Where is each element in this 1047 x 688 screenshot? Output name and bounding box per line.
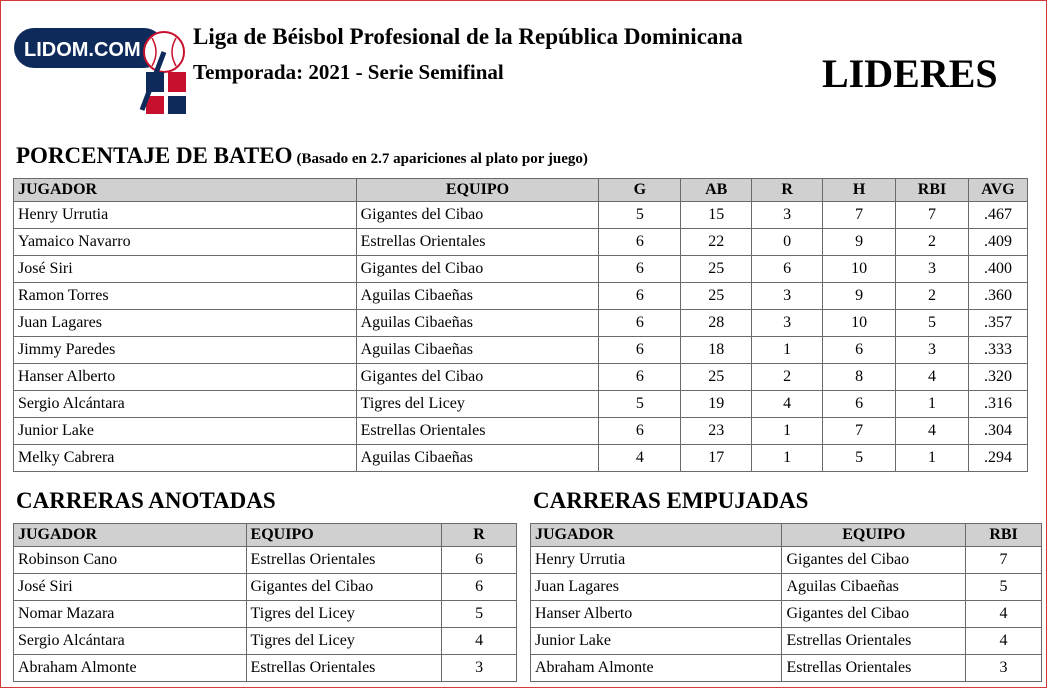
table-cell: 3 <box>966 655 1042 682</box>
table-row <box>531 547 1042 574</box>
table-cell: .400 <box>968 256 1027 283</box>
column-header: R <box>442 524 517 547</box>
table-cell: 19 <box>681 391 752 418</box>
table-cell: Hanser Alberto <box>14 364 357 391</box>
table-cell: 7 <box>896 202 969 229</box>
table-cell: 25 <box>681 364 752 391</box>
table-cell: 4 <box>752 391 823 418</box>
table-cell: 4 <box>599 445 681 472</box>
table-cell: 6 <box>599 283 681 310</box>
table-cell: 6 <box>823 391 896 418</box>
column-header: AVG <box>968 179 1027 202</box>
table-cell: Robinson Cano <box>14 547 247 574</box>
table-cell: 6 <box>442 547 517 574</box>
table-cell: 6 <box>599 310 681 337</box>
table-cell: .316 <box>968 391 1027 418</box>
table-cell: Gigantes del Cibao <box>356 202 599 229</box>
column-header: AB <box>681 179 752 202</box>
table-cell: José Siri <box>14 574 247 601</box>
rbi-section-title: CARRERAS EMPUJADAS <box>533 488 809 513</box>
page-title: LIDERES <box>822 51 998 96</box>
table-cell: 0 <box>752 229 823 256</box>
table-row <box>14 337 1028 364</box>
table-cell: Juan Lagares <box>14 310 357 337</box>
table-cell: Tigres del Licey <box>246 601 442 628</box>
batting-table <box>13 178 1028 472</box>
table-cell: 1 <box>752 445 823 472</box>
table-cell: 17 <box>681 445 752 472</box>
table-cell: Hanser Alberto <box>531 601 782 628</box>
table-cell: Jimmy Paredes <box>14 337 357 364</box>
table-cell: .409 <box>968 229 1027 256</box>
table-row <box>14 391 1028 418</box>
column-header: EQUIPO <box>782 524 966 547</box>
table-cell: 2 <box>896 229 969 256</box>
table-header <box>531 524 1042 547</box>
table-cell: 5 <box>442 601 517 628</box>
table-cell: 6 <box>442 574 517 601</box>
table-cell: 7 <box>823 202 896 229</box>
table-cell: Henry Urrutia <box>14 202 357 229</box>
table-row <box>14 229 1028 256</box>
table-cell: 5 <box>599 202 681 229</box>
table-cell: Aguilas Cibaeñas <box>356 445 599 472</box>
table-row <box>14 418 1028 445</box>
table-cell: Aguilas Cibaeñas <box>782 574 966 601</box>
table-cell: .360 <box>968 283 1027 310</box>
table-cell: 6 <box>599 229 681 256</box>
table-cell: Yamaico Navarro <box>14 229 357 256</box>
table-cell: 3 <box>896 337 969 364</box>
table-cell: 7 <box>823 418 896 445</box>
table-cell: 1 <box>896 391 969 418</box>
table-cell: 3 <box>896 256 969 283</box>
table-cell: Abraham Almonte <box>531 655 782 682</box>
table-cell: 6 <box>823 337 896 364</box>
table-row <box>14 202 1028 229</box>
table-cell: 10 <box>823 310 896 337</box>
table-row <box>14 364 1028 391</box>
table-cell: Henry Urrutia <box>531 547 782 574</box>
table-cell: 4 <box>442 628 517 655</box>
table-header <box>14 179 1028 202</box>
table-cell: 28 <box>681 310 752 337</box>
table-row <box>14 283 1028 310</box>
table-cell: Melky Cabrera <box>14 445 357 472</box>
table-cell: Gigantes del Cibao <box>782 601 966 628</box>
table-cell: Junior Lake <box>531 628 782 655</box>
table-cell: 4 <box>966 601 1042 628</box>
table-row <box>531 628 1042 655</box>
table-row <box>14 574 517 601</box>
league-title: Liga de Béisbol Profesional de la República Dominicana <box>193 24 743 49</box>
table-cell: .357 <box>968 310 1027 337</box>
table-cell: 2 <box>752 364 823 391</box>
table-cell: Nomar Mazara <box>14 601 247 628</box>
table-cell: 5 <box>896 310 969 337</box>
table-cell: 23 <box>681 418 752 445</box>
table-cell: 4 <box>896 418 969 445</box>
table-cell: 10 <box>823 256 896 283</box>
runs-table <box>13 523 517 682</box>
table-row <box>531 601 1042 628</box>
table-cell: Aguilas Cibaeñas <box>356 337 599 364</box>
table-cell: 1 <box>752 418 823 445</box>
table-cell: 9 <box>823 283 896 310</box>
table-cell: 15 <box>681 202 752 229</box>
table-cell: .467 <box>968 202 1027 229</box>
table-cell: Gigantes del Cibao <box>356 364 599 391</box>
table-cell: 6 <box>599 256 681 283</box>
table-cell: 25 <box>681 256 752 283</box>
svg-text:LIDOM.COM: LIDOM.COM <box>24 39 141 61</box>
table-cell: Juan Lagares <box>531 574 782 601</box>
table-cell: 4 <box>966 628 1042 655</box>
table-cell: Ramon Torres <box>14 283 357 310</box>
table-cell: Gigantes del Cibao <box>782 547 966 574</box>
batting-section-title: PORCENTAJE DE BATEO (Basado en 2.7 apariciones al plato por juego) <box>16 143 588 168</box>
lidom-logo <box>14 22 190 114</box>
column-header: H <box>823 179 896 202</box>
table-cell: 22 <box>681 229 752 256</box>
table-cell: 6 <box>599 337 681 364</box>
table-cell: 5 <box>966 574 1042 601</box>
table-row <box>14 601 517 628</box>
column-header: JUGADOR <box>14 524 247 547</box>
table-cell: Tigres del Licey <box>356 391 599 418</box>
table-cell: .294 <box>968 445 1027 472</box>
table-cell: Estrellas Orientales <box>356 418 599 445</box>
table-cell: Tigres del Licey <box>246 628 442 655</box>
column-header: EQUIPO <box>356 179 599 202</box>
table-row <box>14 445 1028 472</box>
table-cell: 1 <box>752 337 823 364</box>
column-header: JUGADOR <box>14 179 357 202</box>
table-cell: 5 <box>599 391 681 418</box>
column-header: RBI <box>896 179 969 202</box>
table-cell: 3 <box>442 655 517 682</box>
table-cell: 8 <box>823 364 896 391</box>
table-cell: Gigantes del Cibao <box>246 574 442 601</box>
table-cell: 3 <box>752 202 823 229</box>
table-row <box>14 547 517 574</box>
column-header: EQUIPO <box>246 524 442 547</box>
season-title: Temporada: 2021 - Serie Semifinal <box>193 60 504 84</box>
table-cell: 6 <box>599 418 681 445</box>
table-header <box>14 524 517 547</box>
table-cell: 7 <box>966 547 1042 574</box>
table-cell: 3 <box>752 283 823 310</box>
table-cell: 25 <box>681 283 752 310</box>
table-cell: Gigantes del Cibao <box>356 256 599 283</box>
table-row <box>14 655 517 682</box>
table-row <box>14 310 1028 337</box>
table-cell: 9 <box>823 229 896 256</box>
table-cell: Aguilas Cibaeñas <box>356 310 599 337</box>
table-cell: Estrellas Orientales <box>356 229 599 256</box>
table-cell: Estrellas Orientales <box>246 655 442 682</box>
table-cell: 4 <box>896 364 969 391</box>
table-cell: Aguilas Cibaeñas <box>356 283 599 310</box>
column-header: JUGADOR <box>531 524 782 547</box>
table-cell: José Siri <box>14 256 357 283</box>
rbi-table <box>530 523 1042 682</box>
column-header: G <box>599 179 681 202</box>
column-header: R <box>752 179 823 202</box>
table-cell: 5 <box>823 445 896 472</box>
table-cell: Estrellas Orientales <box>782 628 966 655</box>
table-cell: 3 <box>752 310 823 337</box>
table-cell: 18 <box>681 337 752 364</box>
table-cell: Sergio Alcántara <box>14 391 357 418</box>
table-row <box>14 628 517 655</box>
table-cell: .333 <box>968 337 1027 364</box>
table-cell: 1 <box>896 445 969 472</box>
table-cell: Estrellas Orientales <box>782 655 966 682</box>
column-header: RBI <box>966 524 1042 547</box>
runs-section-title: CARRERAS ANOTADAS <box>16 488 276 513</box>
table-cell: Estrellas Orientales <box>246 547 442 574</box>
table-cell: 2 <box>896 283 969 310</box>
table-cell: 6 <box>752 256 823 283</box>
table-row <box>531 574 1042 601</box>
table-row <box>14 256 1028 283</box>
table-cell: Abraham Almonte <box>14 655 247 682</box>
table-cell: .320 <box>968 364 1027 391</box>
table-cell: 6 <box>599 364 681 391</box>
table-row <box>531 655 1042 682</box>
table-cell: Sergio Alcántara <box>14 628 247 655</box>
table-cell: .304 <box>968 418 1027 445</box>
table-cell: Junior Lake <box>14 418 357 445</box>
